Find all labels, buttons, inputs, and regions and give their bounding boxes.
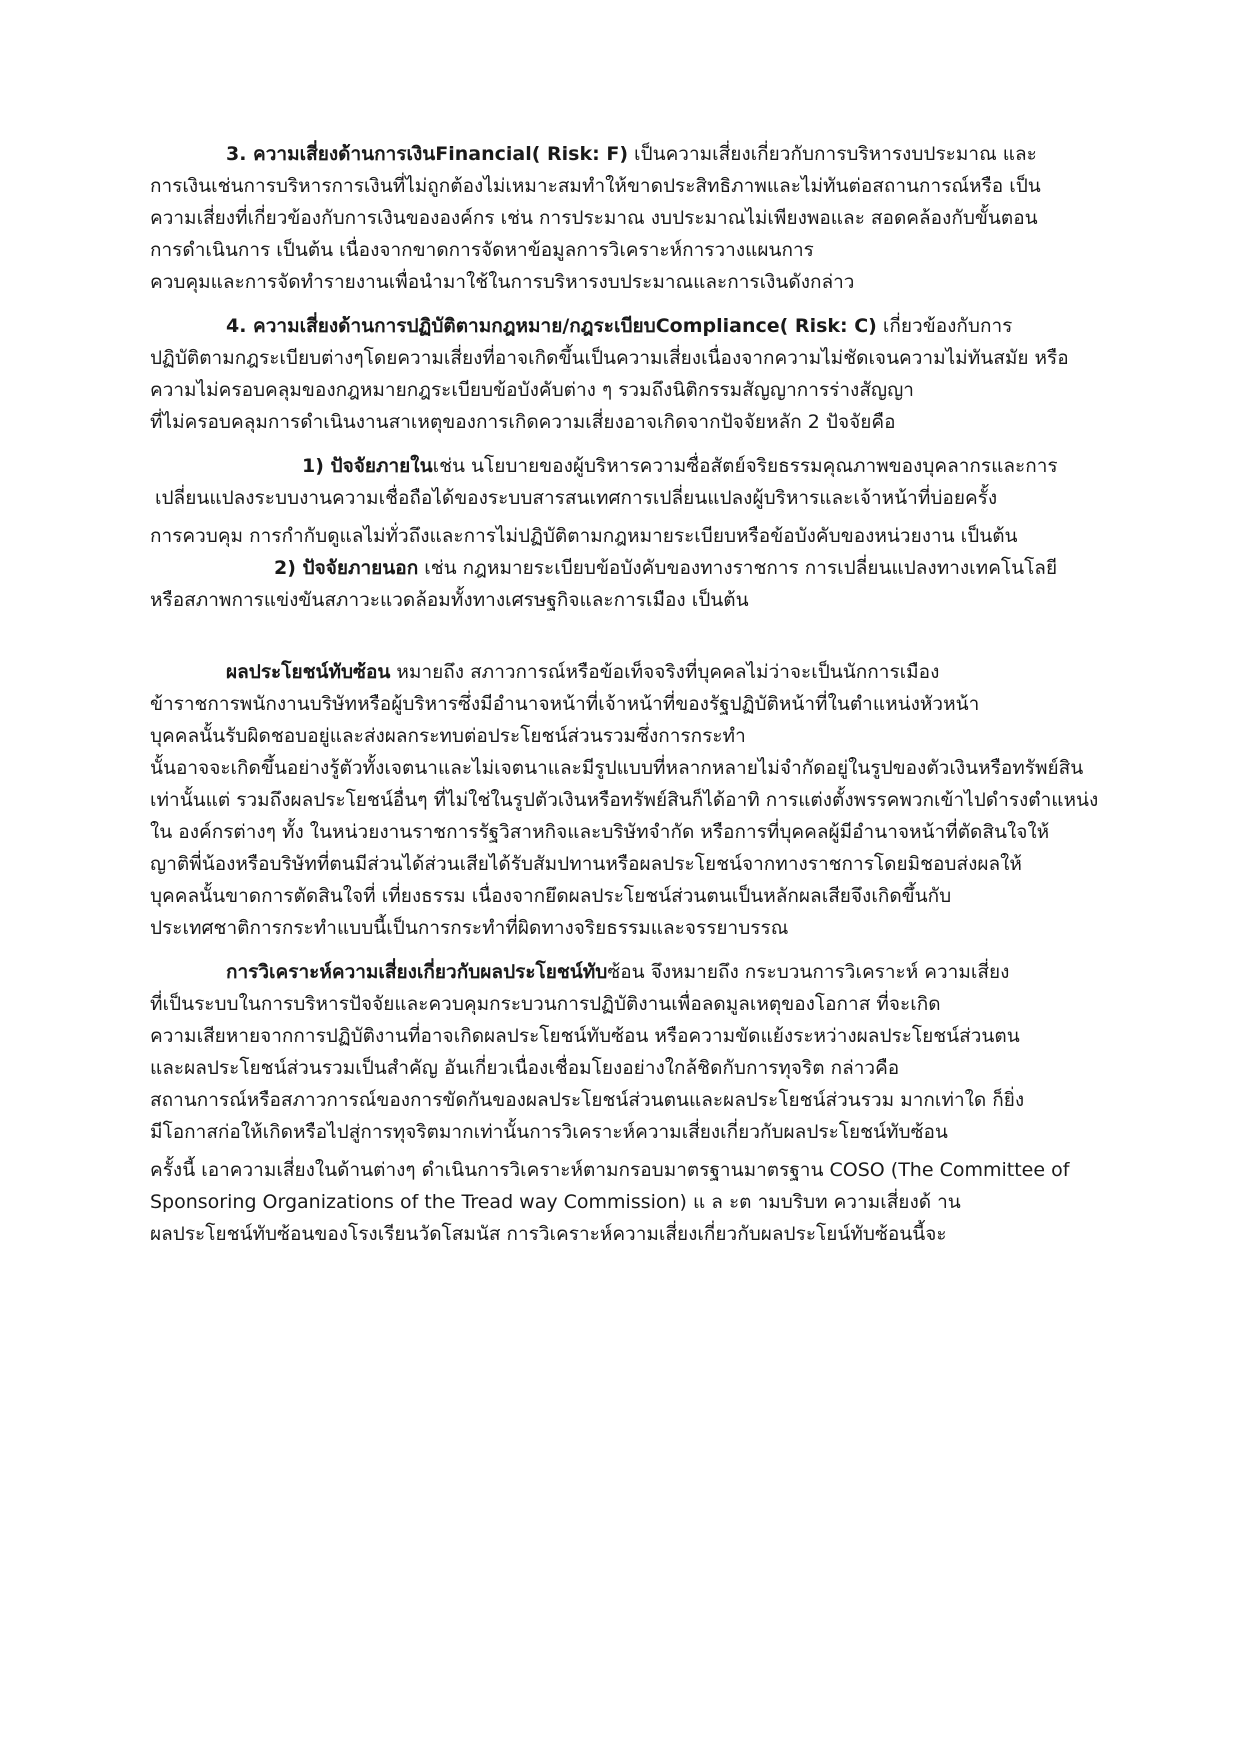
heading-internal-factor: 1) ปัจจัยภายใน: [302, 455, 433, 477]
para-conflict-of-interest-line-5: เท่านั้นแต่ รวมถึงผลประโยชน์อื่นๆ ที่ไม่ใช่ในรูปตัวเงินหรือทรัพย์สินก็ได้อาทิ การแต่งตั้งพรรคพวกเข้าไปดำรงตำแหน่ง: [150, 789, 1099, 811]
heading-financial-risk: 3. ความเสี่ยงด้านการเงินFinancial( Risk: F): [226, 143, 628, 165]
para-conflict-of-interest-line-1: ผลประโยชน์ทับซ้อน หมายถึง สภาวการณ์หรือข้อเท็จจริงที่บุคคลไม่ว่าจะเป็นนักการเมือง: [226, 661, 940, 683]
para-conflict-of-interest-line-9: ประเทศชาติการกระทำแบบนี้เป็นการกระทำที่ผิดทางจริยธรรมและจรรยาบรรณ: [150, 917, 789, 939]
para-financial-risk-line-2: การเงินเช่นการบริหารการเงินที่ไม่ถูกต้องไม่เหมาะสมทำให้ขาดประสิทธิภาพและไม่ทันต่อสถานการณ์หรือ เป็น: [150, 175, 1041, 197]
para-financial-risk-line-3: ความเสี่ยงที่เกี่ยวข้องกับการเงินขององค์กร เช่น การประมาณ งบประมาณไม่เพียงพอและ สอดคล้องกับขั้นตอน: [150, 207, 1038, 229]
para-internal-factor-line-1: 1) ปัจจัยภายในเช่น นโยบายของผู้บริหารความซื่อสัตย์จริยธรรมคุณภาพของบุคลากรและการ: [302, 455, 1058, 477]
para-risk-analysis-line-3: ความเสียหายจากการปฏิบัติงานที่อาจเกิดผลประโยชน์ทับซ้อน หรือความขัดแย้งระหว่างผลประโยชน์ส่วนตน: [150, 1025, 1020, 1047]
para-compliance-risk-line-1: 4. ความเสี่ยงด้านการปฏิบัติตามกฎหมาย/กฎระเบียบCompliance( Risk: C) เกี่ยวข้องกับการ: [226, 315, 1013, 337]
para-financial-risk-line-1: 3. ความเสี่ยงด้านการเงินFinancial( Risk: F) เป็นความเสี่ยงเกี่ยวกับการบริหารงบประมาณ และ: [226, 143, 1037, 165]
para-external-factor-line-1: 2) ปัจจัยภายนอก เช่น กฎหมายระเบียบข้อบังคับของทางราชการ การเปลี่ยนแปลงทางเทคโนโลยี: [274, 557, 1058, 579]
para-conflict-of-interest-line-3: บุคคลนั้นรับผิดชอบอยู่และส่งผลกระทบต่อประโยชน์ส่วนรวมซึ่งการกระทำ: [150, 725, 746, 747]
para-risk-analysis-line-4: และผลประโยชน์ส่วนรวมเป็นสำคัญ อันเกี่ยวเนื่องเชื่อมโยงอย่างใกล้ชิดกับการทุจริต กล่าวคือ: [150, 1057, 900, 1079]
para-conflict-of-interest-line-4: นั้นอาจจะเกิดขึ้นอย่างรู้ตัวทั้งเจตนาและไม่เจตนาและมีรูปแบบที่หลากหลายไม่จำกัดอยู่ในรูปของตัวเงินหรือทรัพย์สิน: [150, 757, 1084, 779]
para-conflict-of-interest-line-6: ใน องค์กรต่างๆ ทั้ง ในหน่วยงานราชการรัฐวิสาหกิจและบริษัทจำกัด หรือการที่บุคคลผู้มีอำนาจหน้าที่ตัดสินใจให้: [150, 821, 1050, 843]
para-conflict-of-interest-line-8: บุคคลนั้นขาดการตัดสินใจที่ เที่ยงธรรม เนื่องจากยึดผลประโยชน์ส่วนตนเป็นหลักผลเสียจึงเกิดขึ้นกับ: [150, 885, 952, 907]
para-conflict-of-interest-line-7: ญาติพี่น้องหรือบริษัทที่ตนมีส่วนได้ส่วนเสียได้รับสัมปทานหรือผลประโยชน์จากทางราชการโดยมิชอบส่งผลให้: [150, 853, 1022, 875]
heading-risk-analysis: การวิเคราะห์ความเสี่ยงเกี่ยวกับผลประโยชน์ทับ: [226, 961, 608, 983]
para-risk-analysis-line-2: ที่เป็นระบบในการบริหารปัจจัยและควบคุมกระบวนการปฏิบัติงานเพื่อลดมูลเหตุของโอกาส ที่จะเกิด: [150, 993, 941, 1015]
para-compliance-risk-line-3: ความไม่ครอบคลุมของกฎหมายกฎระเบียบข้อบังคับต่าง ๆ รวมถึงนิติกรรมสัญญาการร่างสัญญา: [150, 379, 914, 401]
para-financial-risk-line-5: ควบคุมและการจัดทำรายงานเพื่อนำมาใช้ในการบริหารงบประมาณและการเงินดังกล่าว: [150, 271, 855, 293]
para-risk-analysis-line-9: ผลประโยชน์ทับซ้อนของโรงเรียนวัดโสมนัส การวิเคราะห์ความเสี่ยงเกี่ยวกับผลประโยน์ทับซ้อนนี้จะ: [150, 1223, 947, 1245]
para-external-factor-line-2: หรือสภาพการแข่งขันสภาวะแวดล้อมทั้งทางเศรษฐกิจและการเมือง เป็นต้น: [150, 589, 749, 611]
heading-external-factor: 2) ปัจจัยภายนอก: [274, 557, 419, 579]
para-conflict-of-interest-line-2: ข้าราชการพนักงานบริษัทหรือผู้บริหารซึ่งมีอำนาจหน้าที่เจ้าหน้าที่ของรัฐปฏิบัติหน้าที่ในตำแหน่งหัวหน้า: [150, 693, 980, 715]
para-risk-analysis-line-5: สถานการณ์หรือสภาวการณ์ของการขัดกันของผลประโยชน์ส่วนตนและผลประโยชน์ส่วนรวม มากเท่าใด ก็ยิ่ง: [150, 1089, 1025, 1111]
para-internal-factor-line-3: การควบคุม การกำกับดูแลไม่ทั่วถึงและการไม่ปฏิบัติตามกฎหมายระเบียบหรือข้อบังคับของหน่วยงาน เป็นต้น: [150, 525, 1018, 547]
para-internal-factor-line-2: เปลี่ยนแปลงระบบงานความเชื่อถือได้ของระบบสารสนเทศการเปลี่ยนแปลงผู้บริหารและเจ้าหน้าที่บ่อยครั้ง: [155, 487, 998, 509]
para-compliance-risk-line-4: ที่ไม่ครอบคลุมการดำเนินงานสาเหตุของการเกิดความเสี่ยงอาจเกิดจากปัจจัยหลัก 2 ปัจจัยคือ: [150, 411, 896, 433]
para-risk-analysis-line-1: การวิเคราะห์ความเสี่ยงเกี่ยวกับผลประโยชน์ทับซ้อน จึงหมายถึง กระบวนการวิเคราะห์ ความเสี่ยง: [226, 961, 1010, 983]
para-risk-analysis-line-8: Sponsoring Organizations of the Tread way Commission) แ ล ะต ามบริบท ความเสี่ยงด้ าน: [150, 1191, 961, 1213]
para-risk-analysis-line-7: ครั้งนี้ เอาความเสี่ยงในด้านต่างๆ ดำเนินการวิเคราะห์ตามกรอบมาตรฐานมาตรฐาน COSO (The Committee of: [150, 1159, 1070, 1181]
heading-conflict-of-interest: ผลประโยชน์ทับซ้อน: [226, 661, 391, 683]
para-financial-risk-line-4: การดำเนินการ เป็นต้น เนื่องจากขาดการจัดหาข้อมูลการวิเคราะห์การวางแผนการ: [150, 239, 814, 261]
para-compliance-risk-line-2: ปฏิบัติตามกฎระเบียบต่างๆโดยความเสี่ยงที่อาจเกิดขึ้นเป็นความเสี่ยงเนื่องจากความไม่ชัดเจนความไม่ทันสมัย หรือ: [150, 347, 1069, 369]
heading-compliance-risk: 4. ความเสี่ยงด้านการปฏิบัติตามกฎหมาย/กฎระเบียบCompliance( Risk: C): [226, 315, 877, 337]
para-risk-analysis-line-6: มีโอกาสก่อให้เกิดหรือไปสู่การทุจริตมากเท่านั้นการวิเคราะห์ความเสี่ยงเกี่ยวกับผลประโยชน์ทับซ้อน: [150, 1121, 948, 1143]
